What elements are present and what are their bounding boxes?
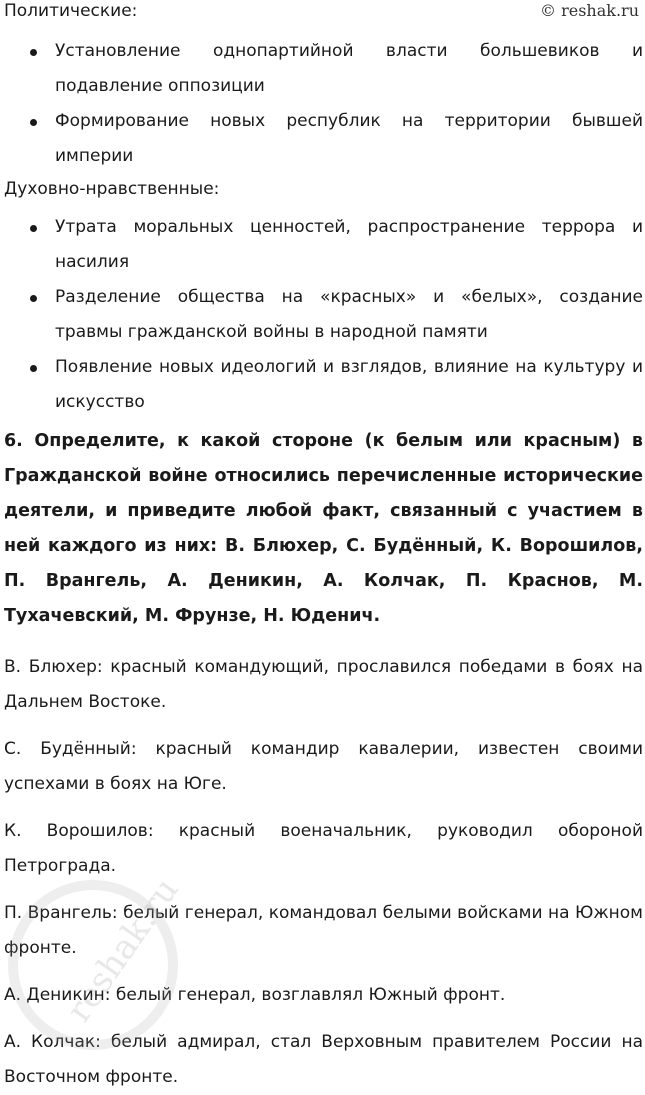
bullet-icon	[30, 365, 37, 372]
list-item-text: Разделение общества на «красных» и «белых», создание травмы гражданской войны в народной памяти	[55, 287, 643, 342]
list-item	[0, 280, 645, 350]
answer-paragraph: А. Деникин: белый генерал, возглавлял Южный фронт.	[4, 985, 506, 1005]
answer-paragraph: П. Врангель: белый генерал, командовал белыми войсками на Южном фронте.	[4, 903, 643, 958]
answer-paragraph: В. Блюхер: красный командующий, прославился победами в боях на Дальнем Востоке.	[4, 657, 643, 712]
site-watermark: © reshak.ru	[540, 1, 639, 20]
list-item-text: Появление новых идеологий и взглядов, влияние на культуру и искусство	[55, 357, 643, 412]
answer-paragraph: К. Ворошилов: красный военачальник, руководил обороной Петрограда.	[4, 821, 643, 876]
list-item	[0, 34, 645, 104]
bullet-icon	[30, 295, 37, 302]
list-item	[0, 104, 645, 174]
list-item-text: Формирование новых республик на территории бывшей империи	[55, 111, 643, 166]
question-text: 6. Определите, к какой стороне (к белым или красным) в Гражданской войне относились перечисленные исторические деятели, и приведите любой факт, связанный с участием в ней каждого из них: В. Блюхер, С. Будённый, К. Ворошилов, П. Врангель, А. Деникин, А. Колчак, П. Краснов, М. Тухачевский, М. Фрунзе, Н. Юденич.	[4, 431, 643, 626]
political-heading: Политические:	[4, 1, 138, 21]
list-item-text: Утрата моральных ценностей, распространение террора и насилия	[55, 217, 643, 272]
spiritual-list	[0, 210, 645, 420]
watermark-logo-text: reshak.ru	[58, 870, 187, 1030]
list-item	[0, 350, 645, 420]
top-row	[0, 0, 645, 34]
political-list	[0, 34, 645, 174]
answer-paragraph: А. Колчак: белый адмирал, стал Верховным правителем России на Восточном фронте.	[4, 1032, 643, 1087]
bullet-icon	[30, 225, 37, 232]
answer-paragraph: С. Будённый: красный командир кавалерии, известен своими успехами в боях на Юге.	[4, 739, 643, 794]
list-item	[0, 210, 645, 280]
spiritual-heading: Духовно-нравственные:	[4, 179, 220, 199]
list-item-text: Установление однопартийной власти большевиков и подавление оппозиции	[55, 41, 643, 96]
bullet-icon	[30, 49, 37, 56]
bullet-icon	[30, 119, 37, 126]
